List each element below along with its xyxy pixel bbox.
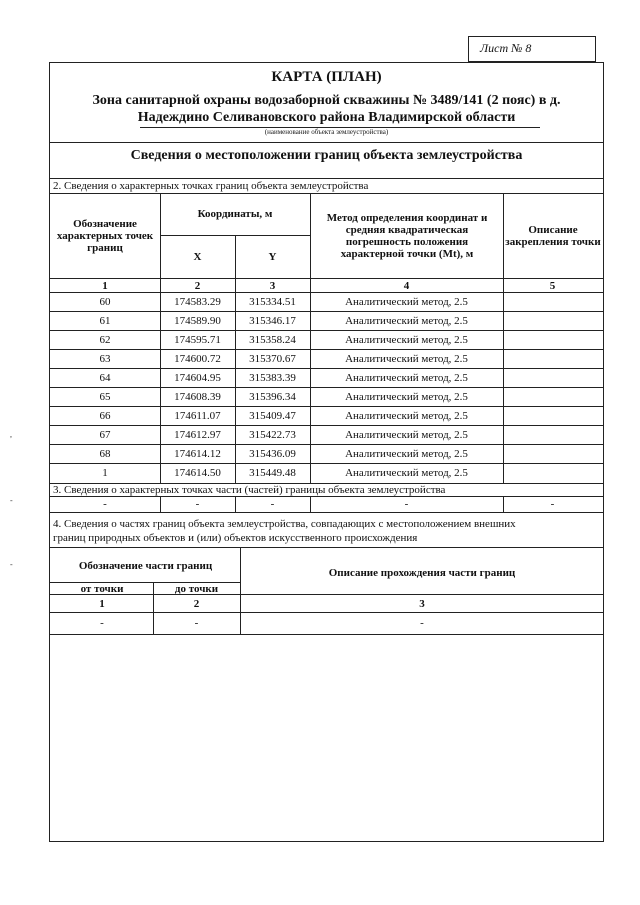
section4-col-number: 1 [99,598,105,610]
cell-desc [504,331,601,348]
cell-y: 315422.73 [249,428,296,441]
section3-dash: - [195,498,200,510]
cell-id: 65 [99,390,111,403]
section-title: Сведения о местоположении границ объекта землеустройства [130,148,523,163]
cell-id: 67 [99,428,111,441]
cell-desc [504,407,601,424]
cell-y: 315346.17 [249,314,296,327]
section2-heading: 2. Сведения о характерных точках границ объекта землеустройства [53,180,369,192]
map-title: КАРТА (ПЛАН) [271,69,382,85]
cell-desc [504,464,601,481]
header-x: X [193,250,202,263]
cell-x: 174589.90 [174,314,221,327]
cell-id: 66 [99,409,111,422]
cell-x: 174614.12 [174,447,221,460]
cell-y: 315409.47 [249,409,296,422]
section4-description: Описание прохождения части границ [328,567,516,579]
cell-method: Аналитический метод, 2.5 [345,409,468,422]
section3-dash: - [550,498,555,510]
margin-mark: , [10,430,12,439]
cell-y: 315358.24 [249,333,296,346]
cell-method: Аналитический метод, 2.5 [345,352,468,365]
cell-id: 1 [102,466,108,479]
cell-x: 174611.07 [174,409,221,422]
cell-method: Аналитический метод, 2.5 [345,314,468,327]
section4-heading-line2: границ природных объектов и (или) объектов искусственного происхождения [53,532,418,544]
cell-desc [504,312,601,329]
cell-id: 62 [99,333,111,346]
section3-dash: - [404,498,409,510]
object-name-line1: Зона санитарной охраны водозаборной скважины № 3489/141 (2 пояс) в д. [92,93,561,108]
cell-id: 63 [99,352,111,365]
section3-dash: - [270,498,275,510]
margin-mark: - [10,560,13,569]
cell-desc [504,445,601,462]
section4-from-point: от точки [80,583,124,594]
object-name-note: (наименование объекта землеустройства) [264,128,389,136]
section4-designation: Обозначение части границ [78,560,213,572]
cell-id: 60 [99,295,111,308]
margin-mark: - [10,496,13,505]
header-y: Y [268,250,277,263]
cell-method: Аналитический метод, 2.5 [345,333,468,346]
section4-dash: - [100,617,104,629]
sheet-label: Лист № 8 [480,41,532,55]
col-number: 3 [269,279,276,292]
cell-y: 315334.51 [249,295,296,308]
cell-method: Аналитический метод, 2.5 [345,466,468,479]
section3-heading: 3. Сведения о характерных точках части (частей) границы объекта землеустройства [53,484,446,496]
header-designation: Обозначение характерных точек границ [56,218,154,254]
cell-y: 315396.34 [249,390,296,403]
cell-method: Аналитический метод, 2.5 [345,447,468,460]
col-number: 4 [403,279,410,292]
section4-heading-line1: 4. Сведения о частях границ объекта землеустройства, совпадающих с местоположением внешних [53,518,516,530]
header-coordinates: Координаты, м [197,208,273,220]
section4-to-point: до точки [174,583,219,594]
cell-id: 64 [99,371,111,384]
col-number: 2 [194,279,201,292]
header-method: Метод определения координат и средняя квадратическая погрешность положения характерной точки (Mt), м [326,212,488,260]
cell-method: Аналитический метод, 2.5 [345,428,468,441]
cell-method: Аналитический метод, 2.5 [345,371,468,384]
cell-y: 315370.67 [249,352,296,365]
cell-x: 174583.29 [174,295,221,308]
cell-x: 174604.95 [174,371,221,384]
cell-x: 174612.97 [174,428,221,441]
cell-desc [504,293,601,310]
cell-id: 68 [99,447,111,460]
cell-x: 174595.71 [174,333,221,346]
section4-dash: - [194,617,199,629]
cell-x: 174614.50 [174,466,221,479]
cell-y: 315436.09 [249,447,296,460]
cell-desc [504,426,601,443]
cell-method: Аналитический метод, 2.5 [345,390,468,403]
cell-desc [504,369,601,386]
object-name-line2: Надеждино Селивановского района Владимирской области [137,110,516,125]
col-number: 1 [102,279,108,292]
cell-x: 174600.72 [174,352,221,365]
cell-y: 315383.39 [249,371,296,384]
cell-id: 61 [99,314,111,327]
section3-dash: - [103,498,107,510]
col-number: 5 [549,279,556,292]
cell-desc [504,388,601,405]
section4-dash: - [420,617,424,629]
section4-col-number: 2 [193,598,200,610]
cell-desc [504,350,601,367]
cell-y: 315449.48 [249,466,296,479]
header-description: Описание закрепления точки [505,224,601,248]
section4-col-number: 3 [419,598,425,610]
cell-x: 174608.39 [174,390,221,403]
cell-method: Аналитический метод, 2.5 [345,295,468,308]
